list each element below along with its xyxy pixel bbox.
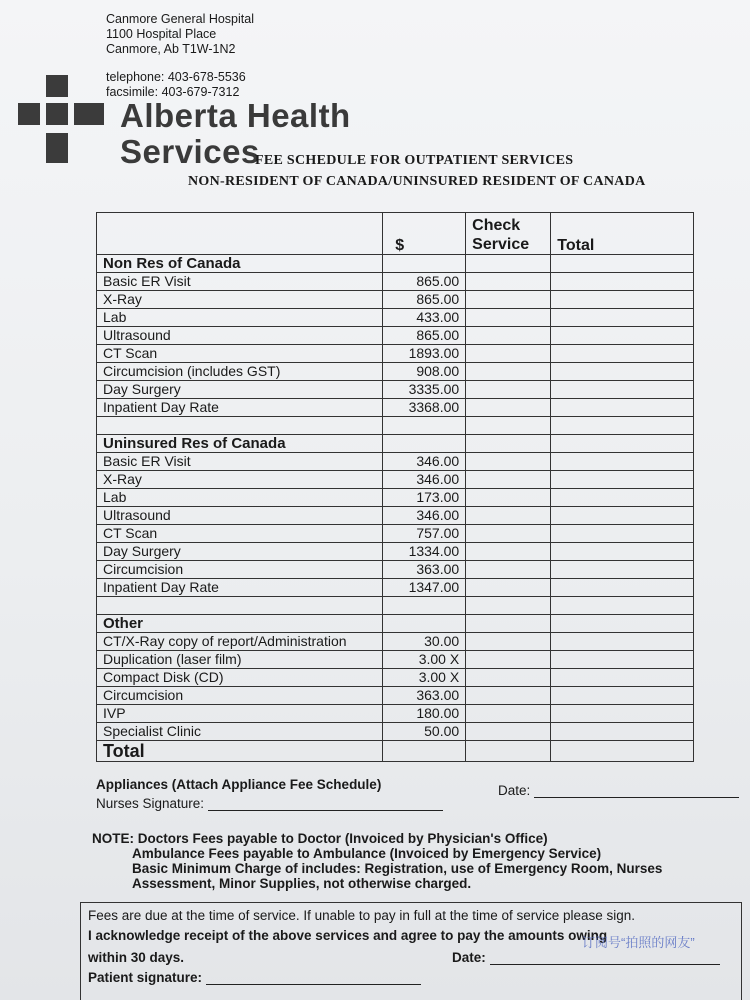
service-name: CT Scan: [97, 345, 383, 363]
service-amount: 757.00: [383, 525, 466, 543]
service-amount: 346.00: [383, 453, 466, 471]
service-amount: 3368.00: [383, 399, 466, 417]
blank-cell: [551, 597, 694, 615]
service-name: Ultrasound: [97, 327, 383, 345]
total-cell[interactable]: [551, 705, 694, 723]
appliances-label: Appliances (Attach Appliance Fee Schedule): [96, 777, 382, 792]
document-subtitle: NON-RESIDENT OF CANADA/UNINSURED RESIDENT OF CANADA: [188, 174, 646, 189]
blank-cell: [551, 417, 694, 435]
service-amount: 363.00: [383, 561, 466, 579]
hospital-facsimile: facsimile: 403-679-7312: [106, 85, 240, 99]
total-cell[interactable]: [551, 651, 694, 669]
check-service-cell[interactable]: [466, 633, 551, 651]
check-service-cell[interactable]: [466, 309, 551, 327]
section-title: Uninsured Res of Canada: [97, 435, 383, 453]
service-amount: 50.00: [383, 723, 466, 741]
service-name: Circumcision: [97, 687, 383, 705]
service-name: CT Scan: [97, 525, 383, 543]
check-service-cell[interactable]: [466, 579, 551, 597]
note-line1: Doctors Fees payable to Doctor (Invoiced by Physician's Office): [137, 831, 548, 846]
service-name: Basic ER Visit: [97, 453, 383, 471]
check-service-cell[interactable]: [466, 381, 551, 399]
hospital-contact: [106, 70, 246, 100]
table-row: [97, 363, 694, 381]
acknowledgement-line2: within 30 days.: [88, 950, 185, 965]
blank-cell: [383, 597, 466, 615]
total-cell[interactable]: [551, 399, 694, 417]
nurses-signature-field[interactable]: [208, 810, 443, 811]
service-name: Day Surgery: [97, 543, 383, 561]
check-service-cell[interactable]: [466, 435, 551, 453]
service-name: Lab: [97, 489, 383, 507]
service-name: Inpatient Day Rate: [97, 399, 383, 417]
service-name: Circumcision: [97, 561, 383, 579]
table-row: [97, 705, 694, 723]
service-amount: 1893.00: [383, 345, 466, 363]
hospital-street: 1100 Hospital Place: [106, 27, 217, 41]
total-cell[interactable]: [551, 453, 694, 471]
service-amount: 865.00: [383, 327, 466, 345]
check-service-cell[interactable]: [466, 543, 551, 561]
service-name: Lab: [97, 309, 383, 327]
date-label: Date:: [498, 783, 531, 798]
service-name: Day Surgery: [97, 381, 383, 399]
date2-row: [452, 950, 720, 965]
section-header-row: [97, 435, 694, 453]
grand-total-cell[interactable]: [551, 741, 694, 762]
table-row: [97, 381, 694, 399]
check-service-cell[interactable]: [466, 705, 551, 723]
service-name: X-Ray: [97, 291, 383, 309]
total-cell[interactable]: [551, 579, 694, 597]
section-header-row: [97, 255, 694, 273]
total-cell[interactable]: [551, 435, 694, 453]
check-service-cell[interactable]: [466, 453, 551, 471]
service-amount: 346.00: [383, 507, 466, 525]
check-service-cell[interactable]: [466, 399, 551, 417]
table-row: [97, 651, 694, 669]
blank-row: [97, 597, 694, 615]
table-row: [97, 723, 694, 741]
service-amount: 1347.00: [383, 579, 466, 597]
table-row: [97, 687, 694, 705]
table-row: [97, 327, 694, 345]
service-name: Basic ER Visit: [97, 273, 383, 291]
note-line3: Basic Minimum Charge of includes: Registration, use of Emergency Room, Nurses: [132, 861, 663, 876]
date-row: [498, 783, 739, 798]
service-amount: 30.00: [383, 633, 466, 651]
date2-field[interactable]: [490, 964, 720, 965]
blank-cell: [383, 417, 466, 435]
date2-label: Date:: [452, 950, 486, 965]
service-amount: 865.00: [383, 291, 466, 309]
table-row: [97, 453, 694, 471]
check-service-cell[interactable]: [466, 363, 551, 381]
watermark-text: 订阅号“拍照的网友”: [582, 935, 695, 950]
service-name: X-Ray: [97, 471, 383, 489]
hospital-name: Canmore General Hospital: [106, 12, 254, 26]
blank-row: [97, 417, 694, 435]
service-amount: 908.00: [383, 363, 466, 381]
note-label: NOTE:: [92, 831, 134, 846]
check-service-cell[interactable]: [466, 525, 551, 543]
brand-line2: Services: [120, 133, 260, 170]
table-row: [97, 543, 694, 561]
total-cell[interactable]: [551, 489, 694, 507]
check-service-cell[interactable]: [466, 615, 551, 633]
blank-cell: [97, 417, 383, 435]
amount-cell: [383, 435, 466, 453]
note-block: [92, 831, 662, 891]
check-service-cell[interactable]: [466, 651, 551, 669]
service-amount: 3335.00: [383, 381, 466, 399]
table-row: [97, 633, 694, 651]
total-header: Total: [551, 213, 694, 255]
total-cell[interactable]: [551, 633, 694, 651]
check-service-header: Check Service: [466, 213, 551, 255]
total-cell[interactable]: [551, 525, 694, 543]
amount-header: $: [383, 213, 466, 255]
total-row: [97, 741, 694, 762]
table-row: [97, 579, 694, 597]
total-cell[interactable]: [551, 381, 694, 399]
fees-due-text: Fees are due at the time of service. If unable to pay in full at the time of service please sign.: [88, 908, 636, 923]
brand-line1: Alberta Health: [120, 97, 351, 134]
total-cell[interactable]: [551, 561, 694, 579]
check-service-cell[interactable]: [466, 561, 551, 579]
service-amount: 433.00: [383, 309, 466, 327]
total-cell[interactable]: [551, 471, 694, 489]
patient-signature-row: [88, 970, 421, 985]
table-row: [97, 489, 694, 507]
check-service-cell[interactable]: [466, 507, 551, 525]
nurses-signature-row: [96, 796, 443, 811]
service-amount: 3.00 X: [383, 651, 466, 669]
section-header-row: [97, 615, 694, 633]
section-title: Non Res of Canada: [97, 255, 383, 273]
acknowledgement-line1: I acknowledge receipt of the above services and agree to pay the amounts owing: [88, 928, 608, 943]
patient-signature-field[interactable]: [206, 984, 421, 985]
total-cell[interactable]: [551, 507, 694, 525]
total-cell[interactable]: [551, 687, 694, 705]
service-name: CT/X-Ray copy of report/Administration: [97, 633, 383, 651]
table-row: [97, 291, 694, 309]
service-amount: 180.00: [383, 705, 466, 723]
blank-cell: [97, 597, 383, 615]
total-check-cell: [466, 741, 551, 762]
check-service-cell[interactable]: [466, 723, 551, 741]
service-name: Duplication (laser film): [97, 651, 383, 669]
service-name: Circumcision (includes GST): [97, 363, 383, 381]
service-name: Compact Disk (CD): [97, 669, 383, 687]
check-service-cell[interactable]: [466, 669, 551, 687]
note-line4: Assessment, Minor Supplies, not otherwise charged.: [132, 876, 472, 891]
document-title: FEE SCHEDULE FOR OUTPATIENT SERVICES: [255, 153, 574, 168]
service-name: Ultrasound: [97, 507, 383, 525]
table-row: [97, 561, 694, 579]
total-cell[interactable]: [551, 327, 694, 345]
check-service-cell[interactable]: [466, 345, 551, 363]
patient-signature-label: Patient signature:: [88, 970, 203, 985]
amount-cell: [383, 255, 466, 273]
service-amount: 865.00: [383, 273, 466, 291]
service-header: [97, 213, 383, 255]
total-cell[interactable]: [551, 723, 694, 741]
total-cell[interactable]: [551, 309, 694, 327]
total-cell[interactable]: [551, 273, 694, 291]
service-name: IVP: [97, 705, 383, 723]
service-amount: 363.00: [383, 687, 466, 705]
nurses-signature-label: Nurses Signature:: [96, 796, 205, 811]
service-amount: 3.00 X: [383, 669, 466, 687]
table-row: [97, 525, 694, 543]
total-cell[interactable]: [551, 669, 694, 687]
blank-cell: [466, 417, 551, 435]
hospital-city: Canmore, Ab T1W-1N2: [106, 42, 236, 56]
total-cell[interactable]: [551, 255, 694, 273]
note-line2: Ambulance Fees payable to Ambulance (Invoiced by Emergency Service): [132, 846, 602, 861]
service-amount: 1334.00: [383, 543, 466, 561]
total-label: Total: [97, 741, 383, 762]
check-service-cell[interactable]: [466, 291, 551, 309]
date-field[interactable]: [534, 797, 739, 798]
total-cell[interactable]: [551, 363, 694, 381]
amount-cell: [383, 615, 466, 633]
table-row: [97, 273, 694, 291]
check-service-cell[interactable]: [466, 255, 551, 273]
service-amount: 173.00: [383, 489, 466, 507]
ahs-logo-icon: [18, 75, 108, 170]
check-service-cell[interactable]: [466, 489, 551, 507]
section-title: Other: [97, 615, 383, 633]
fee-table: [96, 212, 694, 762]
total-cell[interactable]: [551, 291, 694, 309]
check-service-cell[interactable]: [466, 687, 551, 705]
service-amount: 346.00: [383, 471, 466, 489]
blank-cell: [466, 597, 551, 615]
total-cell[interactable]: [551, 615, 694, 633]
total-cell[interactable]: [551, 345, 694, 363]
total-cell[interactable]: [551, 543, 694, 561]
check-service-cell[interactable]: [466, 327, 551, 345]
table-row: [97, 471, 694, 489]
check-service-cell[interactable]: [466, 273, 551, 291]
hospital-telephone: telephone: 403-678-5536: [106, 70, 246, 84]
hospital-address: [106, 12, 254, 57]
table-row: [97, 309, 694, 327]
service-name: Specialist Clinic: [97, 723, 383, 741]
table-row: [97, 399, 694, 417]
table-row: [97, 345, 694, 363]
table-row: [97, 507, 694, 525]
check-service-cell[interactable]: [466, 471, 551, 489]
total-amount-cell: [383, 741, 466, 762]
table-row: [97, 669, 694, 687]
service-name: Inpatient Day Rate: [97, 579, 383, 597]
